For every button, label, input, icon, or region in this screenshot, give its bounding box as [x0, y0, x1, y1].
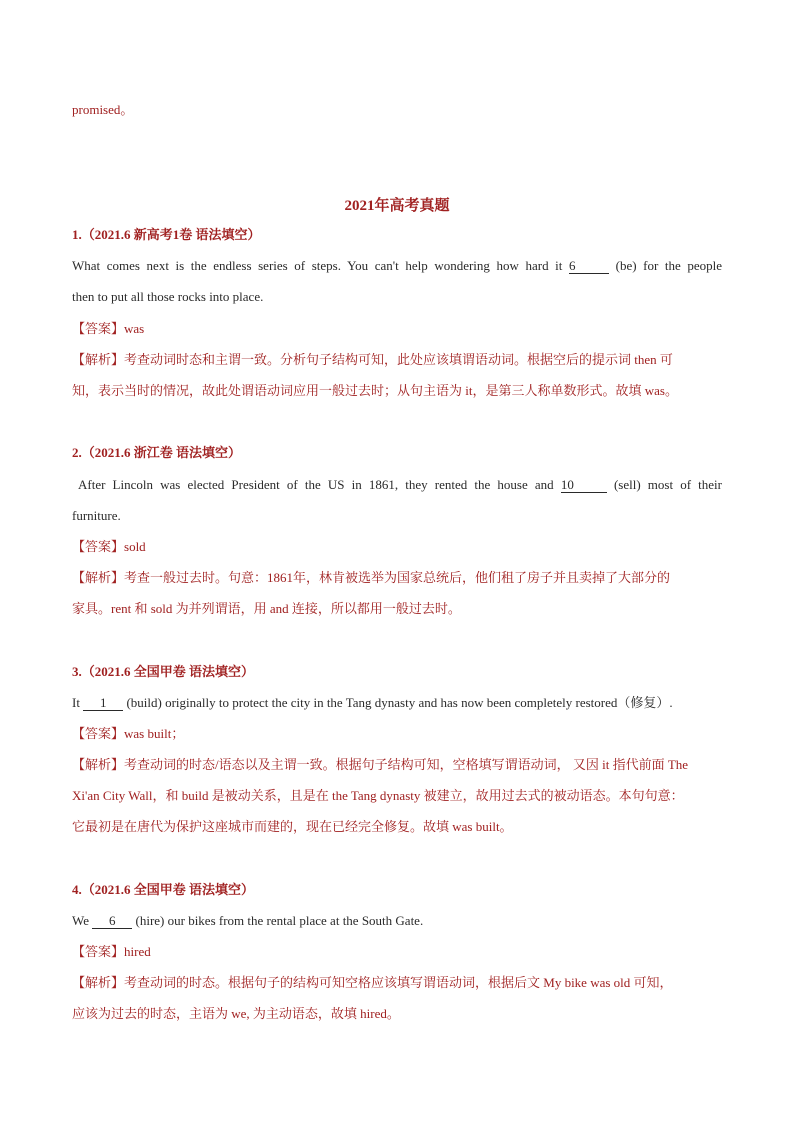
- analysis-label: 【解析】: [72, 975, 125, 990]
- question-number: 2.: [72, 445, 82, 460]
- answer-label: 【答案】: [72, 726, 125, 741]
- question-2-text-line-2: furniture.: [72, 508, 121, 523]
- question-1-analysis-line-1: 【解析】考查动词时态和主谓一致。分析句子结构可知，此处应该填谓语动词。根据空后的提示词 then 可: [72, 352, 673, 367]
- analysis-label: 【解析】: [72, 757, 125, 772]
- question-3-analysis-line-1: 【解析】考查动词的时态/语态以及主谓一致。根据句子结构可知，空格填写谓语动词， 又因 it 指代前面 The: [72, 757, 689, 772]
- answer-blank: 10: [561, 477, 607, 493]
- question-number: 4.: [72, 882, 82, 897]
- answer-label: 【答案】: [72, 321, 125, 336]
- answer-blank: 6: [92, 913, 132, 929]
- analysis-label: 【解析】: [72, 570, 125, 585]
- question-4-text-line-1: We 6 (hire) our bikes from the rental place at the South Gate.: [72, 913, 424, 928]
- question-2-answer: [72, 538, 722, 556]
- question-1-text-line-1: What comes next is the endless series of steps. You can't help wondering how hard it 6 (be) for the people: [72, 258, 723, 273]
- answer-blank: 1: [83, 695, 123, 711]
- question-3-analysis-line-3: 它最初是在唐代为保护这座城市而建的，现在已经完全修复。故填 was built。: [72, 819, 513, 834]
- question-1-answer: [72, 320, 722, 338]
- previous-page-fragment: promised。: [72, 102, 134, 117]
- question-4-heading: [72, 881, 722, 899]
- answer-label: 【答案】: [72, 539, 125, 554]
- section-title: 2021年高考真题: [344, 198, 450, 214]
- question-3-answer: [72, 725, 722, 743]
- question-3-text-line-1: It 1 (build) originally to protect the city in the Tang dynasty and has now been completely restored（修复）.: [72, 695, 673, 710]
- question-1-heading: [72, 226, 722, 244]
- answer-blank: 6: [569, 258, 609, 274]
- question-source: （2021.6 全国甲卷 语法填空）: [81, 882, 255, 897]
- analysis-label: 【解析】: [72, 352, 125, 367]
- question-2-analysis-line-1: 【解析】考查一般过去时。句意：1861年，林肯被选举为国家总统后，他们租了房子并且卖掉了大部分的: [72, 570, 671, 585]
- question-4-answer: [72, 943, 722, 961]
- answer-text: was built；: [124, 726, 185, 741]
- question-number: 3.: [72, 664, 82, 679]
- question-source: （2021.6 新高考1卷 语法填空）: [81, 227, 261, 242]
- question-1-analysis-line-2: 知，表示当时的情况，故此处谓语动词应用一般过去时；从句主语为 it，是第三人称单数形式。故填 was。: [72, 383, 678, 398]
- question-4-analysis-line-1: 【解析】考查动词的时态。根据句子的结构可知空格应该填写谓语动词，根据后文 My bike was old 可知，: [72, 975, 673, 990]
- question-3-heading: [72, 663, 722, 681]
- answer-text: hired: [124, 944, 151, 959]
- answer-text: was: [124, 321, 145, 336]
- question-1-text-line-2: then to put all those rocks into place.: [72, 289, 264, 304]
- question-number: 1.: [72, 227, 82, 242]
- answer-text: sold: [124, 539, 146, 554]
- question-2-analysis-line-2: 家具。rent 和 sold 为并列谓语，用 and 连接，所以都用一般过去时。: [72, 601, 461, 616]
- question-3-analysis-line-2: Xi'an City Wall，和 build 是被动关系，且是在 the Tang dynasty 被建立，故用过去式的被动语态。本句句意：: [72, 788, 684, 803]
- question-2-text-line-1: After Lincoln was elected President of the US in 1861, they rented the house and 10 (sell) most of their: [78, 477, 722, 492]
- question-source: （2021.6 浙江卷 语法填空）: [81, 445, 242, 460]
- answer-label: 【答案】: [72, 944, 125, 959]
- question-source: （2021.6 全国甲卷 语法填空）: [81, 664, 255, 679]
- question-4-analysis-line-2: 应该为过去的时态，主语为 we, 为主动语态，故填 hired。: [72, 1006, 400, 1021]
- question-2-heading: [72, 444, 722, 462]
